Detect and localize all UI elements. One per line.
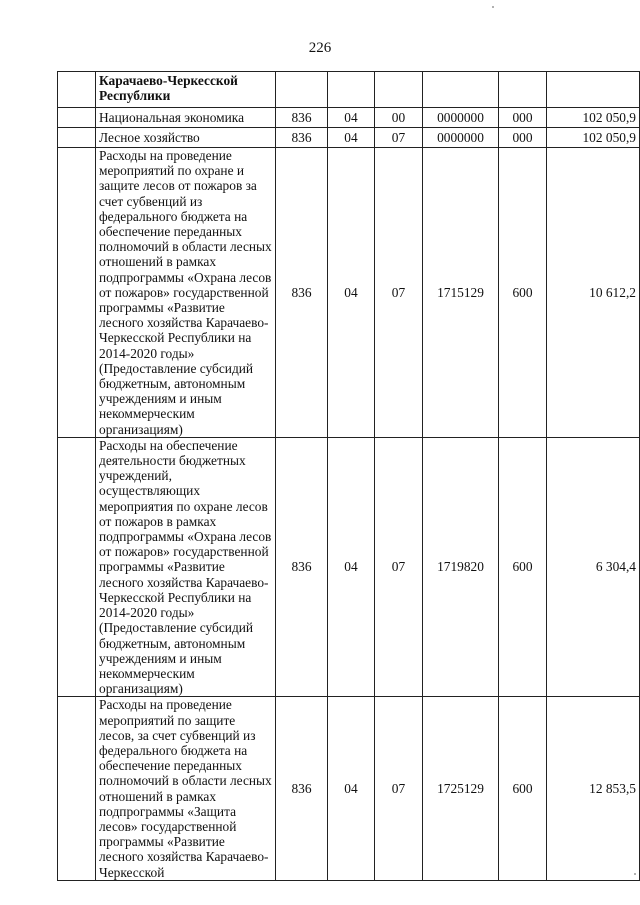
row-name: Национальная экономика (96, 108, 276, 128)
target-code: 0000000 (423, 108, 499, 128)
target-code: 1725129 (423, 697, 499, 880)
ministry-code: 836 (276, 697, 328, 880)
subsection-code: 07 (375, 128, 423, 148)
table-row (58, 128, 640, 148)
section-code: 04 (328, 148, 375, 438)
amount: 10 612,2 (547, 148, 640, 438)
amount: 6 304,4 (547, 437, 640, 696)
section-code: 04 (328, 437, 375, 696)
table-row (58, 437, 640, 696)
table-row (58, 108, 640, 128)
subsection-code: 00 (375, 108, 423, 128)
subsection-code: 07 (375, 437, 423, 696)
row-name: Лесное хозяйство (96, 128, 276, 148)
target-code: 0000000 (423, 128, 499, 148)
expense-type-code: 600 (499, 148, 547, 438)
subsection-code: 07 (375, 148, 423, 438)
subsection-code: 07 (375, 697, 423, 880)
page-number: 226 (308, 40, 332, 56)
row-name: Расходы на обеспечение деятельности бюджетных учреждений, осуществляющих мероприятия по охране лесов от пожаров в рамках подпрограммы «Охрана лесов от пожаров» государственной программы «Развитие лесного хозяйства Карачаево-Черкесской Республики на 2014-2020 годы» (Предоставление субсидий бюджетным, автономным учреждениям и иным некоммерческим организациям) (96, 437, 276, 696)
table-row (58, 697, 640, 880)
ministry-code: 836 (276, 437, 328, 696)
target-code: 1719820 (423, 437, 499, 696)
scan-speck (492, 6, 494, 8)
ministry-code: 836 (276, 148, 328, 438)
scan-speck (634, 873, 636, 875)
amount: 102 050,9 (547, 128, 640, 148)
expense-type-code: 600 (499, 437, 547, 696)
section-code: 04 (328, 128, 375, 148)
ministry-code: 836 (276, 128, 328, 148)
table-row-header (58, 72, 640, 108)
ministry-code: 836 (276, 108, 328, 128)
amount: 102 050,9 (547, 108, 640, 128)
expense-type-code: 000 (499, 108, 547, 128)
table-row (58, 148, 640, 438)
row-name: Расходы на проведение мероприятий по защите лесов, за счет субвенций из федерального бюджета на обеспечение переданных полномочий в области лесных отношений в рамках подпрограммы «Защита лесов» государственной программы «Развитие лесного хозяйства Карачаево-Черкесской (96, 697, 276, 880)
expense-type-code: 000 (499, 128, 547, 148)
section-code: 04 (328, 108, 375, 128)
expense-type-code: 600 (499, 697, 547, 880)
target-code: 1715129 (423, 148, 499, 438)
row-name: Расходы на проведение мероприятий по охране и защите лесов от пожаров за счет субвенций из федерального бюджета на обеспечение переданных полномочий в области лесных отношений в рамках подпрограммы «Охрана лесов от пожаров» государственной программы «Развитие лесного хозяйства Карачаево-Черкесской Республики на 2014-2020 годы» (Предоставление субсидий бюджетным, автономным учреждениям и иным некоммерческим организациям) (96, 148, 276, 438)
region-name-cell: Карачаево-Черкесской Республики (96, 72, 276, 108)
amount: 12 853,5 (547, 697, 640, 880)
budget-table (57, 71, 640, 881)
section-code: 04 (328, 697, 375, 880)
